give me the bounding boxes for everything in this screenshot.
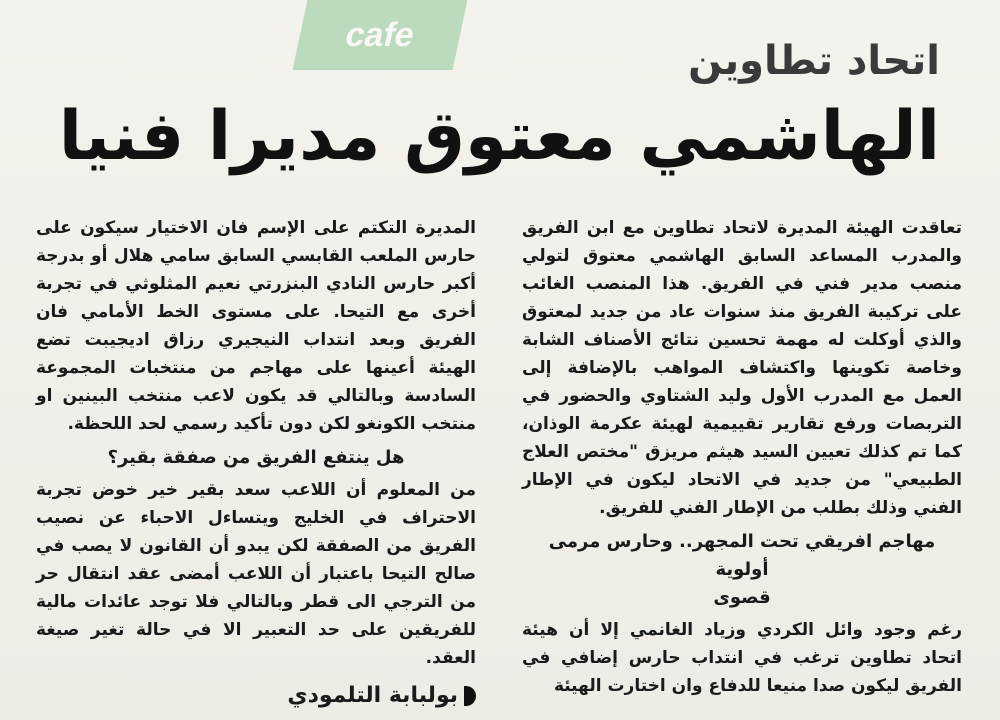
right-subhead-line1: مهاجم افريقي تحت المجهر.. وحارس مرمى أولوية bbox=[548, 531, 936, 580]
left-paragraph-1: المديرة التكتم على الإسم فان الاختيار سيكون على حارس الملعب القابسي السابق سامي هلال أو بدرجة أكبر حارس النادي البنزرتي نعيم المثلوثي في تجربة أخرى مع التيحا. على مستوى الخط الأمامي فان الفريق وبعد انتداب النيجيري رزاق اديجيبت تضع الهيئة أعينها على مهاجم من منتخبات المجموعة السادسة وبالتالي قد يكون لاعب منتخب البينين او منتخب الكونغو لكن دون تأكيد رسمي لحد اللحظة. bbox=[36, 218, 476, 434]
right-column bbox=[522, 214, 962, 700]
right-paragraph-2: رغم وجود وائل الكردي وزياد الغانمي إلا أن هيئة اتحاد تطاوين ترغب في انتداب حارس إضافي في الفريق ليكون صدا منيعا للدفاع وان اختارت الهيئة bbox=[522, 620, 962, 696]
article-kicker: اتحاد تطاوين bbox=[688, 38, 940, 84]
left-subhead: هل ينتفع الفريق من صفقة بقير؟ bbox=[107, 447, 405, 468]
right-paragraph-1: تعاقدت الهيئة المديرة لاتحاد تطاوين مع ابن الفريق والمدرب المساعد السابق الهاشمي معتوق لتولي منصب مدير فني في الفريق. هذا المنصب الغائب على تركيبة الفريق منذ سنوات عاد من جديد لمعتوق والذي أوكلت له مهمة تحسين نتائج الأصناف الشابة وخاصة تكوينها واكتشاف المواهب بالإضافة إلى العمل مع المدرب الأول وليد الشتاوي والحضور في التربصات ورفع تقارير تقييمية لهيئة عكرمة الوذان، كما تم كذلك تعيين السيد هيثم مريزق "مختص العلاج الطبيعي" من جديد في الاتحاد ليكون في الإطار الفني وذلك بطلب من الإطار الفني للفريق. bbox=[522, 218, 962, 518]
byline bbox=[36, 682, 476, 710]
article-headline: الهاشمي معتوق مديرا فنيا bbox=[58, 97, 940, 176]
right-subhead-line2: قصوى bbox=[713, 587, 771, 608]
left-paragraph-2: من المعلوم أن اللاعب سعد بقير خير خوض تجربة الاحتراف في الخليج ويتساءل الاحباء عن نصيب الفريق من الصفقة لكن يبدو أن القانون لا يصب في صالح التيحا باعتبار أن اللاعب أمضى عقد انتقال حر من الترجي الى قطر وبالتالي فلا توجد عائدات مالية للفريقين على حد التعبير الا في حالة تغير صيغة العقد. bbox=[36, 480, 476, 668]
byline-mark-icon bbox=[464, 686, 476, 706]
watermark-logo: cafe bbox=[293, 0, 468, 70]
left-column bbox=[36, 214, 476, 710]
right-subhead bbox=[522, 528, 962, 612]
byline-author: بولبابة التلمودي bbox=[287, 683, 458, 708]
